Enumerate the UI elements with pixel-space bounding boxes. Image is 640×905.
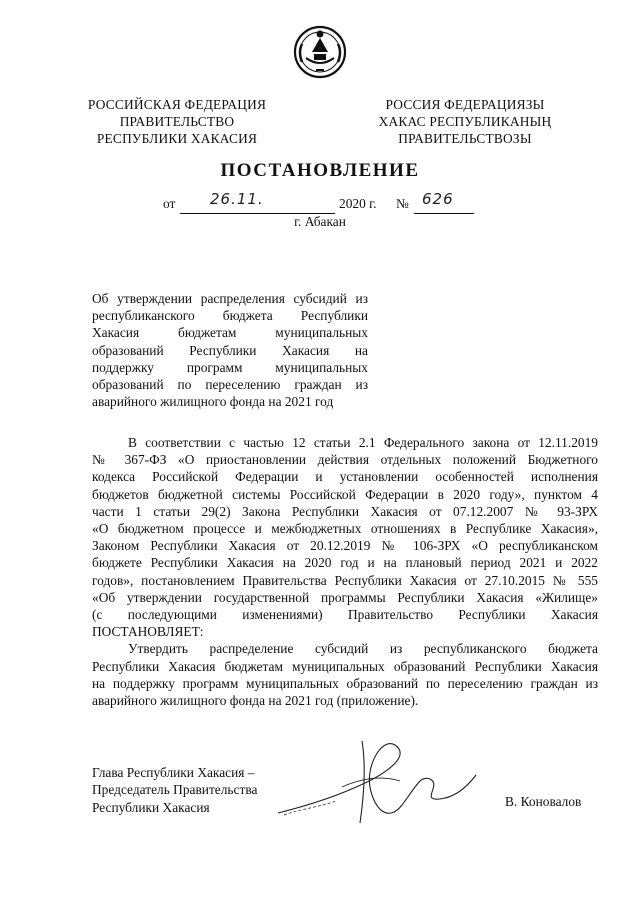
header-left-line: ПРАВИТЕЛЬСТВО <box>119 114 235 129</box>
header-left-line: РЕСПУБЛИКИ ХАКАСИЯ <box>96 131 258 146</box>
header-right-line: РОССИЯ ФЕДЕРАЦИЯЗЫ <box>385 97 545 112</box>
body-line: бюджетов бюджетной системы Российской Федерации в 2020 году», пунктом 4 <box>92 486 598 502</box>
body-line: № 367-ФЗ «О приостановлении действия отдельных положений Бюджетного <box>92 452 598 468</box>
body-line: кодекса Российской Федерации и установлении особенностей исполнения <box>92 469 598 485</box>
subject-line: республиканского бюджета Республики <box>92 308 368 324</box>
subject-line: аварийного жилищного фонда на 2021 год <box>92 394 334 410</box>
body-line: бюджете Республики Хакасия на 2020 год и на плановый период 2021 и 2022 <box>92 555 598 571</box>
subject-line: поддержку программ муниципальных <box>92 359 368 375</box>
subject-line: Хакасия бюджетам муниципальных <box>92 325 368 341</box>
coat-of-arms-emblem <box>292 22 348 80</box>
date-underline <box>180 190 335 214</box>
header-left <box>72 96 282 147</box>
body-line: аварийного жилищного фонда на 2021 год (приложение). <box>92 693 419 709</box>
number-underline <box>414 190 474 214</box>
subject-line: образований Республики Хакасия на <box>92 342 368 358</box>
body-line: (с последующими изменениями) Правительство Республики Хакасия <box>92 607 598 623</box>
body-line: части 1 статьи 29(2) Закона Республики Хакасия от 07.12.2007 № 93-ЗРХ <box>92 503 598 519</box>
handwritten-number: 626 <box>422 190 454 208</box>
header-right <box>360 96 570 147</box>
signatory-position-line: Республики Хакасия <box>92 799 210 815</box>
document-title: ПОСТАНОВЛЕНИЕ <box>220 160 420 181</box>
signatory-position-line: Председатель Правительства <box>92 782 258 798</box>
date-prefix: от <box>163 196 176 211</box>
body-line: ПОСТАНОВЛЯЕТ: <box>92 624 204 640</box>
body-line: на поддержку программ муниципальных образований по переселению граждан из <box>92 675 598 691</box>
body-line: «Об утверждении государственной программы Республики Хакасия «Жилище» <box>92 589 598 605</box>
signatory-position-line: Глава Республики Хакасия – <box>92 765 255 780</box>
header-left-line: РОССИЙСКАЯ ФЕДЕРАЦИЯ <box>87 97 267 112</box>
header-right-line: ХАКАС РЕСПУБЛИКАНЫҢ <box>378 114 552 129</box>
document-body <box>92 434 598 709</box>
body-line: Республики Хакасия бюджетам муниципальных образований Республики Хакасия <box>92 658 598 674</box>
body-line: В соответствии с частью 12 статьи 2.1 Федерального закона от 12.11.2019 <box>128 435 598 450</box>
city-name: г. Абакан <box>294 214 346 229</box>
subject-line: образований по переселению граждан из <box>92 377 368 393</box>
signatory-position <box>92 764 257 816</box>
handwritten-signature <box>270 735 480 830</box>
date-year: 2020 г. <box>339 196 377 211</box>
body-line: годов», постановлением Правительства Республики Хакасия от 27.10.2015 № 555 <box>92 572 598 588</box>
body-line: Законом Республики Хакасия от 20.12.2019 № 106-ЗРХ «О республиканском <box>92 538 598 554</box>
body-line: Утвердить распределение субсидий из республиканского бюджета <box>128 641 598 657</box>
subject-line: Об утверждении распределения субсидий из <box>92 291 368 306</box>
handwritten-date: 26.11. <box>210 190 264 208</box>
header-right-line: ПРАВИТЕЛЬСТВОЗЫ <box>398 131 532 146</box>
number-sign: № <box>396 196 409 211</box>
signatory-name: В. Коновалов <box>505 794 582 809</box>
document-subject <box>92 290 368 410</box>
body-line: «О бюджетном процессе и межбюджетных отношениях в Республике Хакасия», <box>92 521 598 537</box>
